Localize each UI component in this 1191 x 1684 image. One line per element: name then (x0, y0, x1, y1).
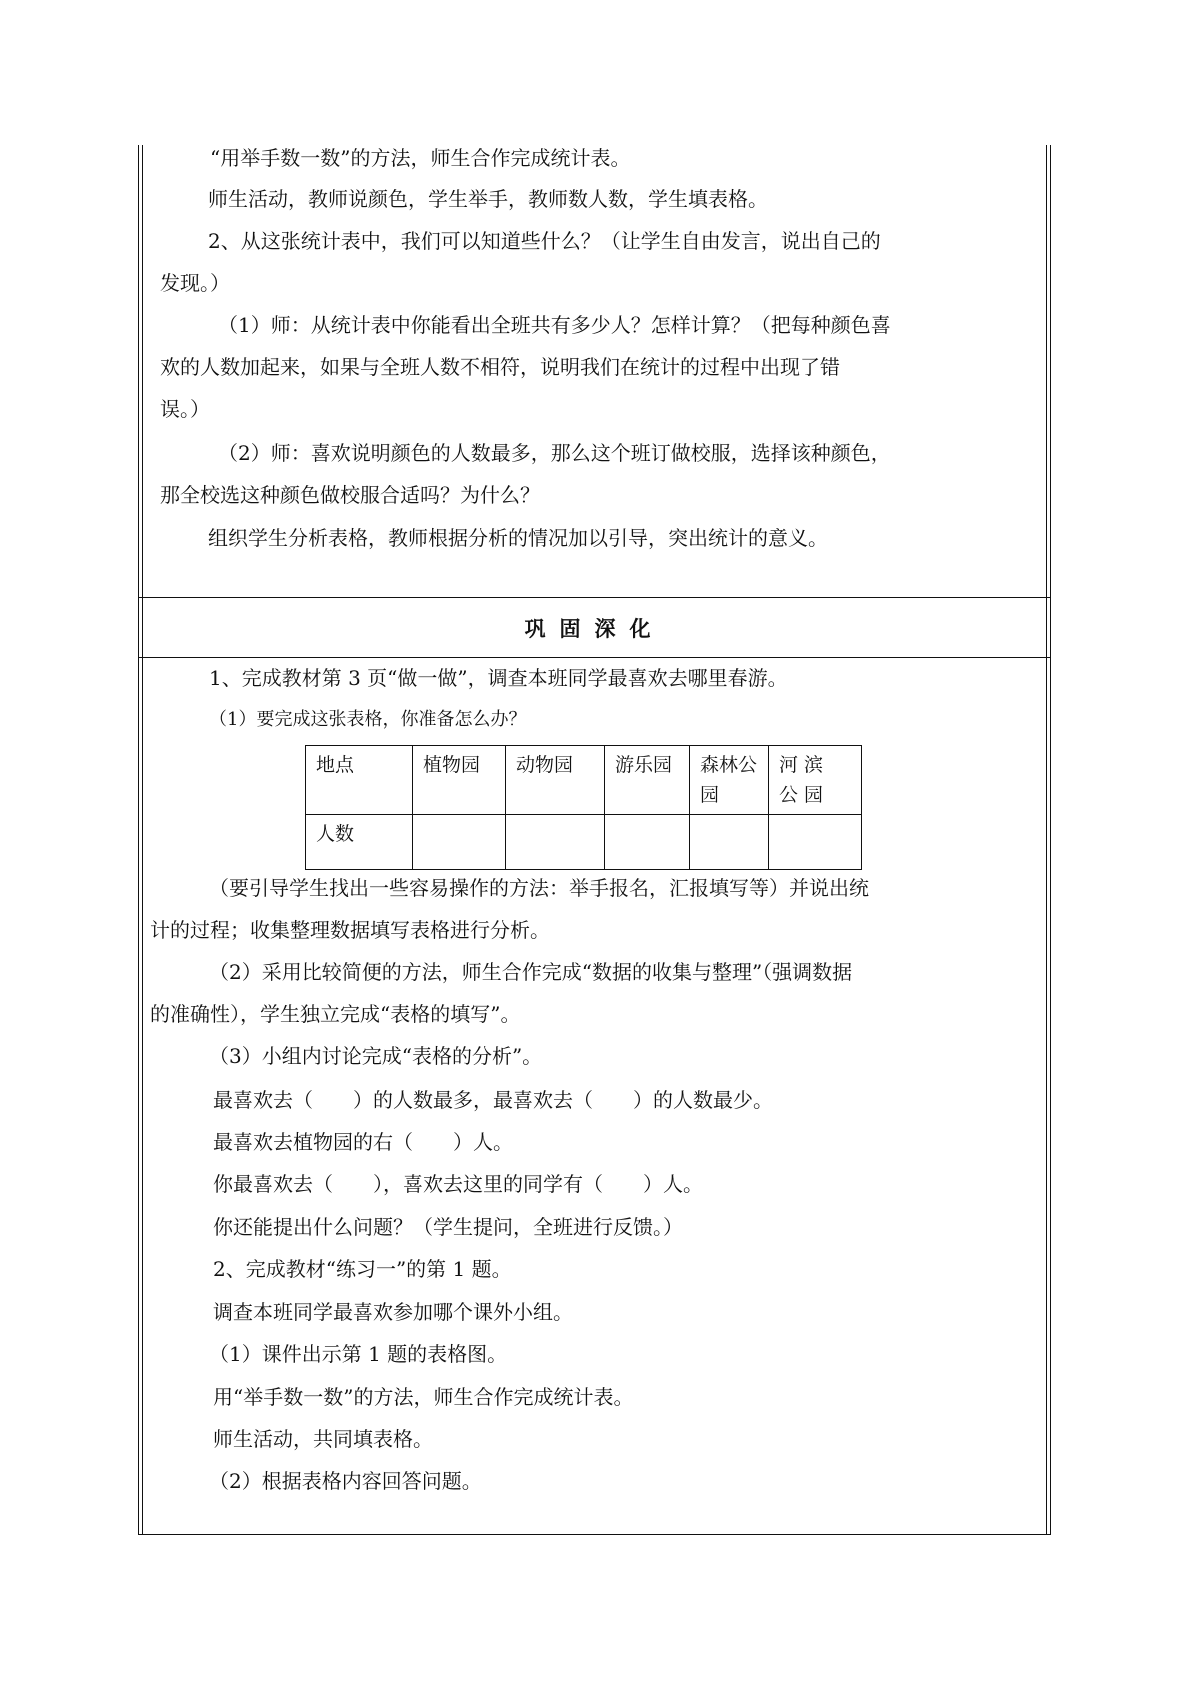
paragraph: （3）小组内讨论完成“表格的分析”。 (209, 1044, 543, 1068)
paragraph: 计的过程；收集整理数据填写表格进行分析。 (150, 918, 550, 942)
paragraph: 师生活动，教师说颜色，学生举手，教师数人数，学生填表格。 (208, 187, 768, 211)
table-row (306, 815, 862, 870)
paragraph: 用“举手数一数”的方法，师生合作完成统计表。 (213, 1385, 634, 1409)
paragraph: 1、完成教材第 3 页“做一做”，调查本班同学最喜欢去哪里春游。 (209, 666, 788, 690)
table-cell: 地点 (306, 746, 413, 815)
paragraph: “用举手数一数”的方法，师生合作完成统计表。 (210, 146, 631, 170)
table-cell: 植物园 (413, 746, 506, 815)
fill-in-line: 最喜欢去（ ）的人数最多，最喜欢去（ ）的人数最少。 (213, 1088, 773, 1112)
table-row (306, 746, 862, 815)
table-cell-empty (413, 815, 506, 870)
paragraph: 误。） (160, 397, 210, 421)
table-cell-empty (605, 815, 690, 870)
paragraph: 发现。） (160, 271, 230, 295)
table-cell: 河滨公园 (769, 746, 862, 815)
fill-in-line: 最喜欢去植物园的右（ ）人。 (213, 1130, 513, 1154)
paragraph: （2）根据表格内容回答问题。 (209, 1469, 482, 1493)
table-cell: 森林公园 (690, 746, 769, 815)
paragraph: 欢的人数加起来，如果与全班人数不相符，说明我们在统计的过程中出现了错 (160, 355, 840, 379)
paragraph: 的准确性），学生独立完成“表格的填写”。 (150, 1002, 521, 1026)
paragraph: 你还能提出什么问题？（学生提问，全班进行反馈。） (213, 1215, 683, 1239)
table-cell-empty (769, 815, 862, 870)
fill-in-line: 你最喜欢去（ ），喜欢去这里的同学有（ ）人。 (213, 1172, 703, 1196)
paragraph: 调查本班同学最喜欢参加哪个课外小组。 (213, 1300, 573, 1324)
paragraph: 2、从这张统计表中，我们可以知道些什么？（让学生自由发言，说出自己的 (208, 229, 881, 253)
table-cell-empty (690, 815, 769, 870)
paragraph: （要引导学生找出一些容易操作的方法：举手报名，汇报填写等）并说出统 (209, 876, 869, 900)
frame-bottom-border (138, 1534, 1051, 1535)
survey-table (305, 745, 862, 870)
paragraph: （1）要完成这张表格，你准备怎么办？ (209, 709, 527, 730)
paragraph: （2）采用比较简便的方法，师生合作完成“数据的收集与整理”（强调数据 (209, 960, 853, 984)
table-cell: 动物园 (506, 746, 605, 815)
paragraph: （1）课件出示第 1 题的表格图。 (209, 1342, 508, 1366)
table-cell-empty (506, 815, 605, 870)
table-cell: 游乐园 (605, 746, 690, 815)
table-cell: 人数 (306, 815, 413, 870)
paragraph: （1）师：从统计表中你能看出全班共有多少人？怎样计算？（把每种颜色喜 (218, 313, 891, 337)
section-activity (148, 145, 1041, 595)
paragraph: 那全校选这种颜色做校服合适吗？为什么？ (160, 483, 540, 507)
paragraph: 师生活动，共同填表格。 (213, 1427, 433, 1451)
section-header-band (138, 597, 1051, 657)
section-title: 巩固深化 (524, 616, 665, 641)
paragraph: （2）师：喜欢说明颜色的人数最多，那么这个班订做校服，选择该种颜色， (218, 441, 891, 465)
paragraph: 2、完成教材“练习一”的第 1 题。 (213, 1257, 512, 1281)
paragraph: 组织学生分析表格，教师根据分析的情况加以引导，突出统计的意义。 (208, 526, 828, 550)
